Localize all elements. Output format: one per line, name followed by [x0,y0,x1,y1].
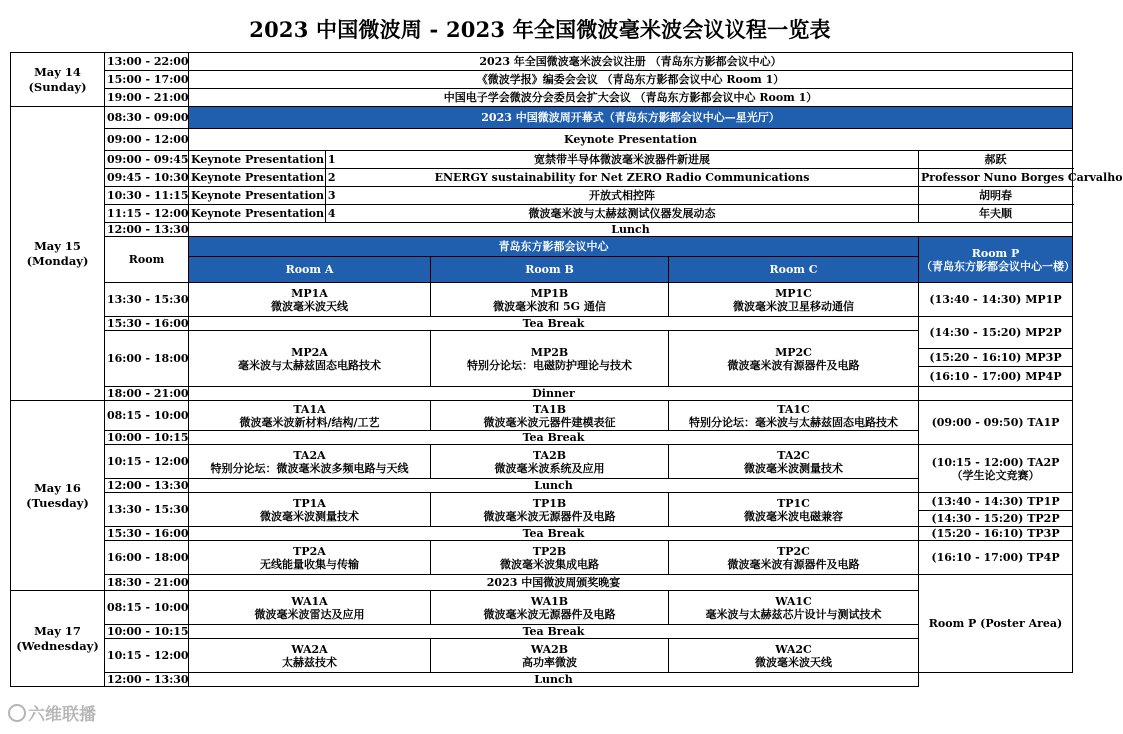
keynote-label: Keynote Presentation 1 [189,151,326,169]
session-mp1c: MP1C 微波毫米波卫星移动通信 [669,283,919,317]
time-cell: 08:30 - 09:00 [105,107,189,129]
time-cell: 10:00 - 10:15 [105,431,189,445]
time-cell: 08:15 - 10:00 [105,401,189,431]
keynote-label: Keynote Presentation 4 [189,205,326,223]
time-cell: 10:15 - 12:00 [105,639,189,673]
keynote-speaker: 胡明春 [919,187,1073,205]
event-cell: 中国电子学会微波分会委员会扩大会议 （青岛东方影都会议中心 Room 1） [189,89,1073,107]
event-cell: 2023 年全国微波毫米波会议注册 （青岛东方影都会议中心） [189,53,1073,71]
poster-mp3p: (15:20 - 16:10) MP3P [919,349,1073,367]
tea-break: Tea Break [189,625,919,639]
session-wa2a: WA2A 太赫兹技术 [189,639,431,673]
poster-mp1p: (13:40 - 14:30) MP1P [919,283,1073,317]
event-cell: 《微波学报》编委会会议 （青岛东方影都会议中心 Room 1） [189,71,1073,89]
venue-header: 青岛东方影都会议中心 [189,237,919,257]
dinner-cell: Dinner [189,387,919,401]
poster-tp3p: (15:20 - 16:10) TP3P [919,527,1073,541]
poster-mp4p: (16:10 - 17:00) MP4P [919,367,1073,387]
time-cell: 10:30 - 11:15 [105,187,189,205]
keynote-speaker: Professor Nuno Borges Carvalho [919,169,1073,187]
keynote-label: Keynote Presentation 3 [189,187,326,205]
time-cell: 09:00 - 09:45 [105,151,189,169]
session-tp1b: TP1B 微波毫米波无源器件及电路 [431,493,669,527]
session-wa1c: WA1C 毫米波与太赫兹芯片设计与测试技术 [669,591,919,625]
time-cell: 16:00 - 18:00 [105,541,189,575]
watermark: 六维联播 [8,700,96,725]
session-ta1c: TA1C 特别分论坛：毫米波与太赫兹固态电路技术 [669,401,919,431]
time-cell: 15:30 - 16:00 [105,527,189,541]
keynote-label: Keynote Presentation 2 [189,169,326,187]
poster-ta2p: (10:15 - 12:00) TA2P （学生论文竞赛） [919,445,1073,493]
time-cell: 13:30 - 15:30 [105,493,189,527]
session-mp2c: MP2C 微波毫米波有源器件及电路 [669,331,919,387]
session-mp2a: MP2A 毫米波与太赫兹固态电路技术 [189,331,431,387]
session-tp2b: TP2B 微波毫米波集成电路 [431,541,669,575]
tea-break: Tea Break [189,317,919,331]
time-cell: 18:00 - 21:00 [105,387,189,401]
session-tp1a: TP1A 微波毫米波测量技术 [189,493,431,527]
time-cell: 13:00 - 22:00 [105,53,189,71]
poster-area: Room P (Poster Area) [919,575,1073,673]
room-label: Room [105,237,189,283]
date-may15: May 15 (Monday) [11,107,105,401]
poster-ta1p: (09:00 - 09:50) TA1P [919,401,1073,445]
lunch-cell: Lunch [189,479,919,493]
watermark-logo-icon [8,704,26,722]
poster-tp2p: (14:30 - 15:20) TP2P [919,511,1073,527]
time-cell: 15:30 - 16:00 [105,317,189,331]
lunch-cell: Lunch [189,673,919,687]
keynote-speaker: 郝跃 [919,151,1073,169]
time-cell: 16:00 - 18:00 [105,331,189,387]
date-may14: May 14 (Sunday) [11,53,105,107]
poster-tp4p: (16:10 - 17:00) TP4P [919,541,1073,575]
session-ta1b: TA1B 微波毫米波元器件建模表征 [431,401,669,431]
date-may17: May 17 (Wednesday) [11,591,105,687]
time-cell: 18:30 - 21:00 [105,575,189,591]
time-cell: 12:00 - 13:30 [105,479,189,493]
room-c-header: Room C [669,257,919,283]
keynote-title: 开放式相控阵 [326,187,919,205]
page-title: 2023 中国微波周 - 2023 年全国微波毫米波会议议程一览表 [249,17,831,42]
session-mp2b: MP2B 特别分论坛：电磁防护理论与技术 [431,331,669,387]
room-b-header: Room B [431,257,669,283]
tea-break: Tea Break [189,527,919,541]
time-cell: 19:00 - 21:00 [105,89,189,107]
time-cell: 11:15 - 12:00 [105,205,189,223]
session-wa1a: WA1A 微波毫米波雷达及应用 [189,591,431,625]
time-cell: 13:30 - 15:30 [105,283,189,317]
session-ta2a: TA2A 特别分论坛：微波毫米波多频电路与天线 [189,445,431,479]
session-tp1c: TP1C 微波毫米波电磁兼容 [669,493,919,527]
room-a-header: Room A [189,257,431,283]
session-mp1a: MP1A 微波毫米波天线 [189,283,431,317]
lunch-cell: Lunch [189,223,1073,237]
session-tp2c: TP2C 微波毫米波有源器件及电路 [669,541,919,575]
session-ta1a: TA1A 微波毫米波新材料/结构/工艺 [189,401,431,431]
session-tp2a: TP2A 无线能量收集与传输 [189,541,431,575]
poster-mp2p: (14:30 - 15:20) MP2P [919,317,1073,349]
session-mp1b: MP1B 微波毫米波和 5G 通信 [431,283,669,317]
keynote-header: Keynote Presentation [189,129,1073,151]
date-may16: May 16 (Tuesday) [11,401,105,591]
time-cell: 12:00 - 13:30 [105,223,189,237]
schedule-table [10,52,1123,687]
keynote-speaker: 年夫顺 [919,205,1073,223]
session-wa2c: WA2C 微波毫米波天线 [669,639,919,673]
banquet-cell: 2023 中国微波周颁奖晚宴 [189,575,919,591]
time-cell: 12:00 - 13:30 [105,673,189,687]
keynote-title: 宽禁带半导体微波毫米波器件新进展 [326,151,919,169]
time-cell: 09:00 - 12:00 [105,129,189,151]
keynote-title: 微波毫米波与太赫兹测试仪器发展动态 [326,205,919,223]
time-cell: 10:15 - 12:00 [105,445,189,479]
room-p-header: Room P （青岛东方影都会议中心一楼） [919,237,1073,283]
time-cell: 10:00 - 10:15 [105,625,189,639]
time-cell: 09:45 - 10:30 [105,169,189,187]
opening-ceremony: 2023 中国微波周开幕式（青岛东方影都会议中心—星光厅） [189,107,1073,129]
session-wa2b: WA2B 高功率微波 [431,639,669,673]
tea-break: Tea Break [189,431,919,445]
empty-cell [919,387,1073,401]
session-ta2c: TA2C 微波毫米波测量技术 [669,445,919,479]
session-wa1b: WA1B 微波毫米波无源器件及电路 [431,591,669,625]
poster-tp1p: (13:40 - 14:30) TP1P [919,493,1073,511]
session-ta2b: TA2B 微波毫米波系统及应用 [431,445,669,479]
keynote-title: ENERGY sustainability for Net ZERO Radio Communications [326,169,919,187]
time-cell: 15:00 - 17:00 [105,71,189,89]
time-cell: 08:15 - 10:00 [105,591,189,625]
